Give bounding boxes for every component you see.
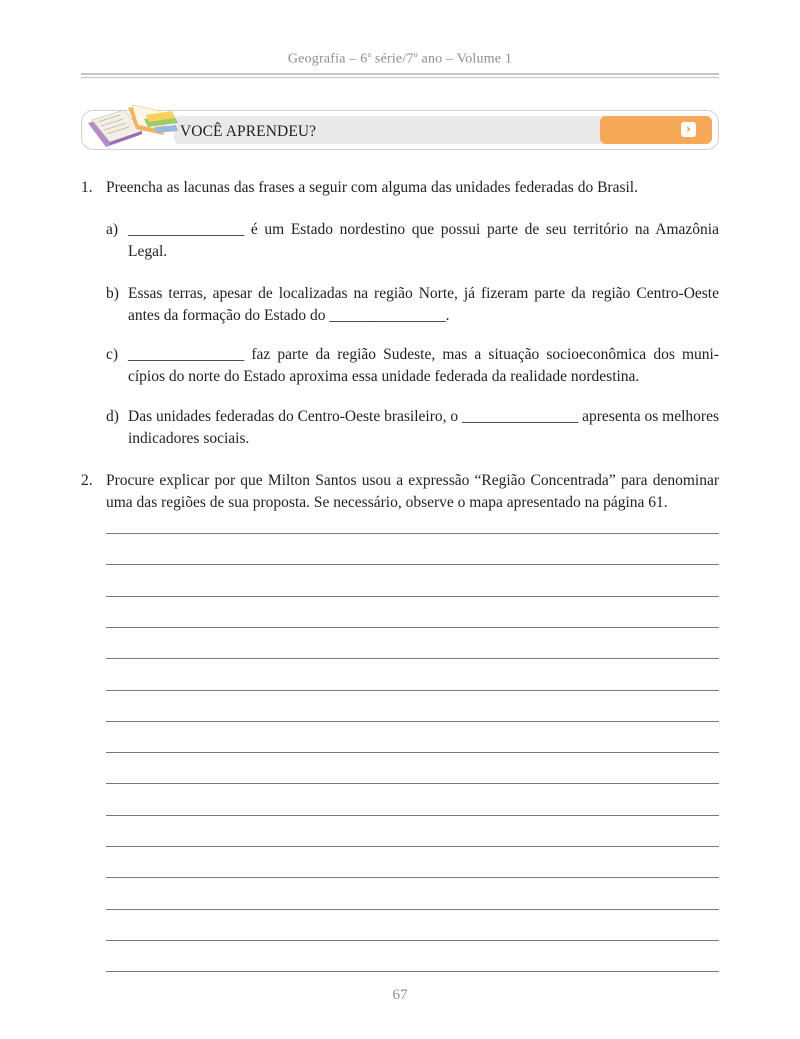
answer-line[interactable] [106, 596, 719, 597]
answer-line[interactable] [106, 752, 719, 753]
item-letter: c) [106, 346, 119, 363]
page-number: 67 [392, 987, 408, 1003]
item-letter: a) [106, 221, 119, 238]
header-rule-bottom [81, 77, 719, 78]
answer-line[interactable] [106, 909, 719, 910]
answer-line[interactable] [106, 846, 719, 847]
question-text: Preencha as lacunas das frases a seguir com alguma das unidades federadas do Brasil. [106, 179, 638, 196]
item-text: Das unidades federadas do Centro-Oeste brasileiro, o _______________ apresenta os melhores indicadores sociais. [128, 408, 719, 447]
question-1-item-c [0, 344, 800, 390]
answer-line[interactable] [106, 533, 719, 534]
question-1-item-d [0, 406, 800, 452]
answer-line[interactable] [106, 690, 719, 691]
item-text: _______________ é um Estado nordestino que possui parte de seu território na Amazônia Legal. [128, 221, 719, 260]
answer-line[interactable] [106, 783, 719, 784]
question-1-item-b [0, 283, 800, 329]
question-number: 2. [81, 472, 93, 489]
section-title: VOCÊ APRENDEU? [180, 123, 317, 140]
answer-line[interactable] [106, 721, 719, 722]
answer-line[interactable] [106, 564, 719, 565]
item-letter: b) [106, 285, 119, 302]
question-text: Procure explicar por que Milton Santos usou a expressão “Região Concentrada” para denominar uma das regiões de sua proposta. Se necessário, observe o mapa apresentado na página 61. [106, 472, 719, 511]
answer-line[interactable] [106, 940, 719, 941]
answer-line[interactable] [106, 658, 719, 659]
item-text: Essas terras, apesar de localizadas na região Norte, já fizeram parte da região Centro-Oeste antes da formação do Estado do _______________. [128, 285, 719, 324]
banner-accent [600, 116, 712, 144]
item-text: _______________ faz parte da região Sudeste, mas a situação socioeconômica dos muni-cípios do norte do Estado aproxima essa unidade federada da realidade nordestina. [128, 346, 719, 385]
books-icon [84, 105, 180, 151]
answer-line[interactable] [106, 627, 719, 628]
header-rule-top [81, 73, 719, 75]
chevron-right-icon: › [681, 122, 696, 137]
question-number: 1. [81, 179, 93, 196]
answer-line[interactable] [106, 815, 719, 816]
answer-line[interactable] [106, 971, 719, 972]
question-2 [0, 470, 800, 516]
question-1-item-a [0, 219, 800, 265]
question-1 [0, 177, 800, 207]
item-letter: d) [106, 408, 119, 425]
section-banner [81, 110, 719, 150]
running-header: Geografia – 6$^a$ série/7$^o$ ano – Volume 1 [287, 50, 513, 67]
banner-bar [174, 116, 712, 144]
answer-line[interactable] [106, 877, 719, 878]
